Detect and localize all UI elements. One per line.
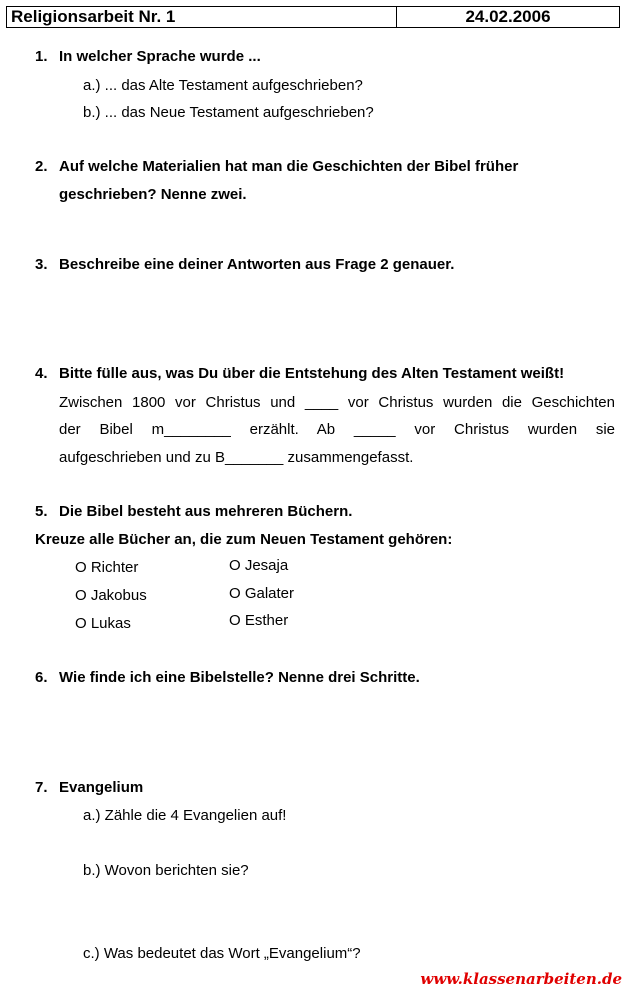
question-text: Auf welche Materialien hat man die Geschichten der Bibel früher	[59, 158, 519, 175]
question-number: 5.	[35, 503, 48, 520]
option-jakobus[interactable]: O Jakobus	[75, 587, 147, 604]
question-number: 3.	[35, 256, 48, 273]
cloze-line-3: aufgeschrieben und zu B_______ zusammengefasst.	[59, 449, 414, 466]
question-number: 4.	[35, 365, 48, 382]
question-7c: c.) Was bedeutet das Wort „Evangelium“?	[83, 945, 361, 962]
question-text: Bitte fülle aus, was Du über die Entstehung des Alten Testament weißt!	[59, 365, 565, 382]
option-lukas[interactable]: O Lukas	[75, 615, 131, 632]
question-7a: a.) Zähle die 4 Evangelien auf!	[83, 807, 287, 824]
question-text: Wie finde ich eine Bibelstelle? Nenne drei Schritte.	[59, 669, 420, 686]
document-date: 24.02.2006	[465, 7, 551, 26]
document-title: Religionsarbeit Nr. 1	[7, 7, 397, 27]
option-jesaja[interactable]: O Jesaja	[229, 557, 289, 574]
question-text: Evangelium	[59, 779, 144, 796]
question-2	[35, 153, 518, 181]
question-number: 7.	[35, 779, 48, 796]
cloze-line-2: der Bibel m________ erzählt. Ab _____ vor Christus wurden sie	[59, 421, 615, 438]
question-3	[35, 251, 454, 279]
option-esther[interactable]: O Esther	[229, 612, 289, 629]
question-text: Die Bibel besteht aus mehreren Büchern.	[59, 503, 353, 520]
question-4	[35, 360, 564, 388]
question-5	[35, 498, 352, 526]
question-5-instruction: Kreuze alle Bücher an, die zum Neuen Testament gehören:	[35, 531, 453, 548]
question-number: 1.	[35, 48, 48, 65]
question-2-line-2: geschrieben? Nenne zwei.	[59, 186, 247, 203]
question-1	[35, 43, 261, 71]
question-text: In welcher Sprache wurde ...	[59, 48, 261, 65]
question-7b: b.) Wovon berichten sie?	[83, 862, 249, 879]
question-text: Beschreibe eine deiner Antworten aus Frage 2 genauer.	[59, 256, 455, 273]
question-1b: b.) ... das Neue Testament aufgeschrieben?	[83, 104, 374, 121]
watermark-link[interactable]: www.klassenarbeiten.de	[420, 970, 622, 988]
cloze-line-1: Zwischen 1800 vor Christus und ____ vor Christus wurden die Geschichten	[59, 394, 615, 411]
header-table	[6, 6, 620, 28]
question-6	[35, 664, 420, 692]
option-galater[interactable]: O Galater	[229, 585, 295, 602]
question-number: 2.	[35, 158, 48, 175]
question-number: 6.	[35, 669, 48, 686]
question-7	[35, 774, 143, 802]
option-richter[interactable]: O Richter	[75, 559, 139, 576]
question-1a: a.) ... das Alte Testament aufgeschrieben?	[83, 77, 363, 94]
